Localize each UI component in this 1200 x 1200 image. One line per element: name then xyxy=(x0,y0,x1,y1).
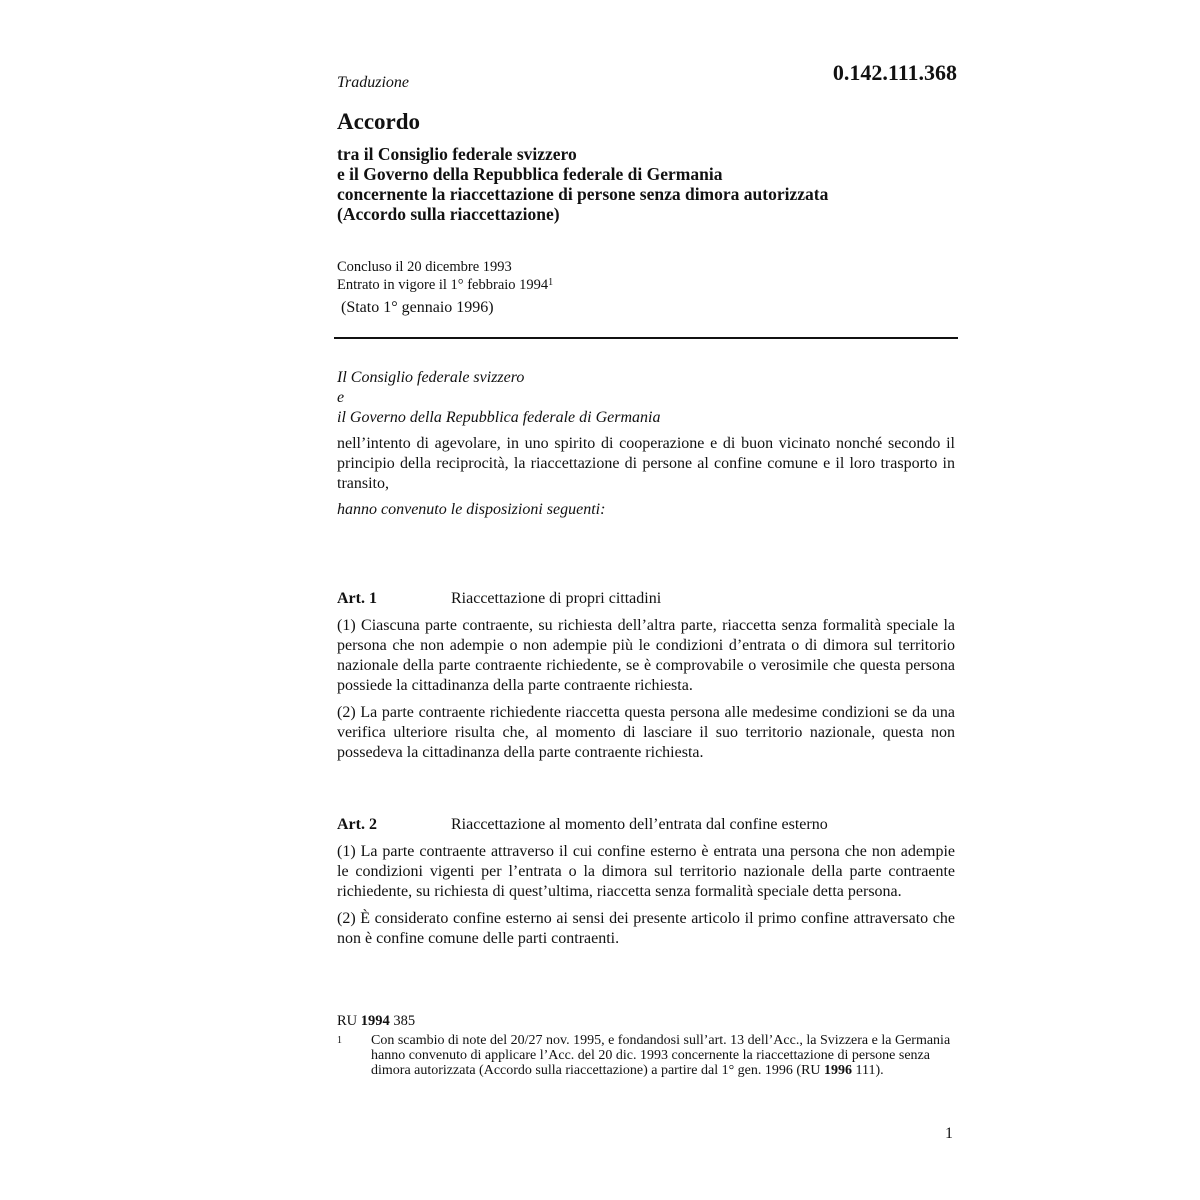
article-2 xyxy=(337,815,955,949)
concluded-date: Concluso il 20 dicembre 1993 xyxy=(337,259,512,275)
article-1 xyxy=(337,589,955,763)
subtitle-line: (Accordo sulla riaccettazione) xyxy=(337,204,560,224)
in-force-date: Entrato in vigore il 1° febbraio 1994 xyxy=(337,277,549,293)
ru-reference xyxy=(337,1013,415,1030)
footnote-mark: 1 xyxy=(337,1035,342,1046)
article-title: Riaccettazione al momento dell’entrata dal confine esterno xyxy=(451,816,828,833)
dates-block xyxy=(337,259,553,293)
article-paragraph: (2) È considerato confine esterno ai sensi dei presente articolo il primo confine attraversato che non è confine comune delle parti contraenti. xyxy=(337,910,955,947)
sr-number: 0.142.111.368 xyxy=(832,60,957,85)
footnote-ref[interactable]: 1 xyxy=(548,277,554,288)
footnote-year: 1996 xyxy=(824,1063,853,1078)
article-paragraph: (2) La parte contraente richiedente riaccetta questa persona alle medesime condizioni se da una verifica ulteriore risulta che, al momento di lasciare il suo territorio nazionale, questa non possedeva la cittadinanza della parte contraente richiesta. xyxy=(337,704,955,761)
ru-prefix: RU xyxy=(337,1013,358,1029)
preamble xyxy=(337,368,955,520)
article-heading xyxy=(337,815,955,835)
footnote-text-part: Con scambio di note del 20/27 nov. 1995, e fondandosi sull’art. 13 dell’Acc., la Svizzera e la Germania hanno convenuto di applicare l’Acc. del 20 dic. 1993 concernente la riaccettazione di persone senza dimora autorizzata (Accordo sulla riaccettazione) a partire dal 1° gen. 1996 (RU xyxy=(371,1033,951,1078)
preamble-agreed: hanno convenuto le disposizioni seguenti: xyxy=(337,501,606,518)
document-subtitle xyxy=(337,144,828,224)
ru-page: 385 xyxy=(393,1013,416,1029)
article-number: Art. 2 xyxy=(337,816,377,833)
document-page xyxy=(337,0,957,1200)
page-number: 1 xyxy=(945,1125,953,1142)
ru-year: 1994 xyxy=(360,1013,390,1029)
preamble-party-1: Il Consiglio federale svizzero xyxy=(337,369,525,386)
header-divider xyxy=(334,337,958,339)
article-title: Riaccettazione di propri cittadini xyxy=(451,590,662,607)
subtitle-line: concernente la riaccettazione di persone senza dimora autorizzata xyxy=(337,184,829,204)
article-paragraph: (1) Ciascuna parte contraente, su richiesta dell’altra parte, riaccetta senza formalità speciale la persona che non adempie o non adempie più le condizioni d’entrata o di dimora sul territorio nazionale della parte contraente richiedente, se è comprovabile o verosimile che questa persona possiede la cittadinanza della parte contraente richiesta. xyxy=(337,617,955,694)
subtitle-line: e il Governo della Repubblica federale di Germania xyxy=(337,164,723,184)
footnote-text-part: 111). xyxy=(855,1063,884,1078)
document-title: Accordo xyxy=(337,109,421,134)
article-number: Art. 1 xyxy=(337,590,377,607)
translation-label: Traduzione xyxy=(337,74,410,91)
subtitle-line: tra il Consiglio federale svizzero xyxy=(337,144,577,164)
preamble-party-2: il Governo della Repubblica federale di Germania xyxy=(337,409,661,426)
preamble-intent: nell’intento di agevolare, in uno spirito di cooperazione e di buon vicinato nonché secondo il principio della reciprocità, la riaccettazione di persone al confine comune e il loro trasporto in transito, xyxy=(337,435,955,492)
in-force-line xyxy=(337,275,553,293)
article-heading xyxy=(337,589,955,609)
preamble-conjunction: e xyxy=(337,389,345,406)
footnote-text xyxy=(371,1033,955,1078)
footnote xyxy=(337,1033,955,1078)
article-paragraph: (1) La parte contraente attraverso il cui confine esterno è entrata una persona che non adempie le condizioni vigenti per l’entrata o la dimora sul territorio nazionale della parte contraente richiedente, su richiesta di quest’ultima, riaccetta senza formalità speciale detta persona. xyxy=(337,843,955,900)
status-date: (Stato 1° gennaio 1996) xyxy=(341,299,494,316)
